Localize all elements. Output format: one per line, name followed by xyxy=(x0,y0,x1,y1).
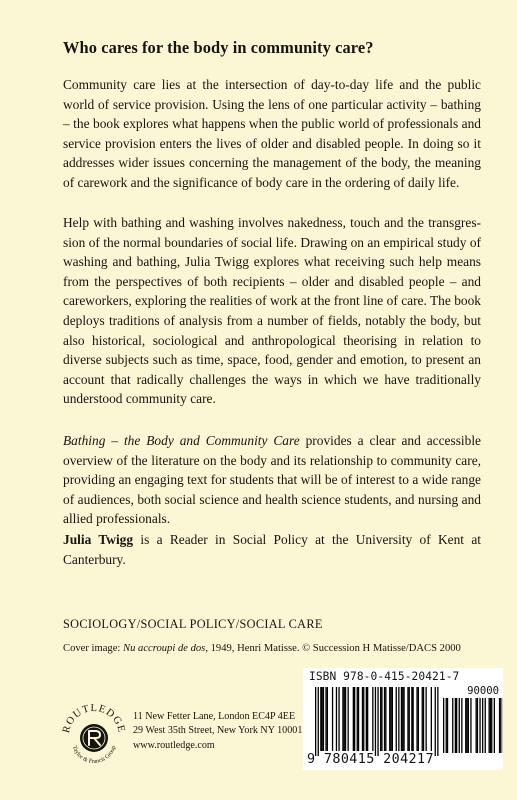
barcode-bar xyxy=(416,687,417,751)
barcode-bar xyxy=(380,687,381,751)
addon-bar xyxy=(470,698,471,753)
barcode-bar xyxy=(366,687,367,751)
barcode-bar xyxy=(367,687,368,751)
barcode-bar xyxy=(358,687,359,751)
barcode-bar xyxy=(342,687,343,751)
barcode-bar xyxy=(396,687,397,751)
barcode-bar xyxy=(385,687,386,751)
barcode-bar xyxy=(407,687,408,751)
barcode-bar xyxy=(348,687,349,751)
addon-bar xyxy=(466,698,467,753)
addon-bar xyxy=(491,698,492,753)
price-addon-digits: 90000 xyxy=(467,685,499,697)
isbn-barcode xyxy=(303,668,503,770)
cover-heading: Who cares for the body in community care? xyxy=(63,38,374,57)
barcode-bar xyxy=(401,687,402,751)
barcode-bar xyxy=(322,687,323,751)
barcode-bar xyxy=(418,687,419,751)
barcode-bar xyxy=(390,687,391,751)
barcode-bar xyxy=(389,687,390,751)
barcode-bar xyxy=(320,687,321,751)
logo-subtext: Taylor & Francis Group xyxy=(70,745,118,766)
addon-bar xyxy=(452,698,453,753)
address-line-new-york: 29 West 35th Street, New York NY 10001 xyxy=(133,725,303,737)
barcode-bar xyxy=(318,687,319,756)
book-title: Bathing – the Body and Community Care xyxy=(63,433,300,448)
author-bio-text: is a Reader in Social Policy at the University of Kent at Canterbury. xyxy=(63,532,481,567)
barcode-bar xyxy=(353,687,354,751)
cover-image-credit xyxy=(63,643,493,654)
barcode-bar xyxy=(435,687,436,756)
description-paragraph-3 xyxy=(63,431,481,529)
addon-bar xyxy=(443,698,444,753)
barcode-bar xyxy=(377,687,378,756)
barcode-bar xyxy=(332,687,333,751)
addon-bar xyxy=(482,698,483,753)
barcode-bar xyxy=(398,687,399,751)
barcode-bar xyxy=(403,687,404,751)
routledge-logo-icon xyxy=(58,683,130,775)
author-bio xyxy=(63,530,481,569)
barcode-bar xyxy=(372,687,373,751)
addon-bar xyxy=(476,698,477,753)
addon-bar xyxy=(494,698,495,753)
barcode-bar xyxy=(323,687,324,751)
barcode-bar xyxy=(384,687,385,751)
barcode-bar xyxy=(411,687,412,751)
barcode-bar xyxy=(344,687,345,751)
addon-bar xyxy=(468,698,469,753)
barcode-bar xyxy=(431,687,432,751)
publisher-website: www.routledge.com xyxy=(133,739,215,751)
addon-bar xyxy=(447,698,448,753)
barcode-bar xyxy=(381,687,382,751)
ean-number: 9 780415 204217 xyxy=(307,752,434,767)
barcode-bar xyxy=(325,687,326,751)
logo-wordmark: ROUTLEDGE xyxy=(61,702,127,735)
barcode-bar xyxy=(422,687,423,751)
address-line-london: 11 New Fetter Lane, London EC4P 4EE xyxy=(133,711,296,722)
author-name: Julia Twigg xyxy=(63,532,134,547)
barcode-bar xyxy=(423,687,424,751)
description-paragraph-2: Help with bathing and washing involves nakedness, touch and the transgres-sion of the normal boundaries of social life. Drawing on an empirical study of washing and bathing, Julia Twigg explores what receiving such help means from the perspectives of both recipients – older and disabled people – and careworkers, exploring the realities of work at the front line of care. The book deploys traditions of analysis from a number of fields, notably the body, but also historical, sociological and anthropological theorising in relation to diverse subjects such as time, space, food, gender and emotion, to present an account that radically challenges the ways in which we have traditionally understood community care. xyxy=(63,215,481,407)
addon-bar xyxy=(455,698,456,753)
artwork-title: Nu accroupi de dos xyxy=(123,643,206,654)
isbn-number: ISBN 978-0-415-20421-7 xyxy=(309,670,460,683)
description-paragraph-1: Community care lies at the intersection of day-to-day life and the public world of service provision. Using the lens of one particular activity – bathing – the book explores what happens when the public world of professionals and service provision enters the lives of older and disabled people. In doing so it addresses wider issues concerning the management of the body, the meaning of carework and the significance of body care in the ordering of daily life. xyxy=(63,77,481,190)
barcode-bar xyxy=(327,687,328,751)
barcode-bar xyxy=(402,687,403,751)
barcode-bar xyxy=(375,687,376,756)
addon-bar xyxy=(461,698,462,753)
barcode-bar xyxy=(437,687,438,756)
addon-bar xyxy=(479,698,480,753)
barcode-bar xyxy=(363,687,364,751)
barcode-bar xyxy=(345,687,346,751)
barcode-bar xyxy=(338,687,339,751)
barcode-bar xyxy=(409,687,410,751)
barcode-bar xyxy=(392,687,393,751)
barcode-bar xyxy=(362,687,363,751)
addon-bar xyxy=(485,698,486,753)
cover-credit-suffix: , 1949, Henri Matisse. © Succession H Matisse/DACS 2000 xyxy=(205,643,461,654)
addon-bar xyxy=(489,698,490,753)
addon-bar xyxy=(459,698,460,753)
addon-bar xyxy=(465,698,466,753)
addon-bar xyxy=(499,698,500,753)
barcode-bar xyxy=(336,687,337,751)
subject-category: SOCIOLOGY/SOCIAL POLICY/SOCIAL CARE xyxy=(63,617,323,631)
addon-bar xyxy=(500,698,501,753)
barcode-bar xyxy=(354,687,355,751)
addon-bar xyxy=(490,698,491,753)
addon-bar xyxy=(477,698,478,753)
barcode-bar xyxy=(357,687,358,751)
addon-bar xyxy=(456,698,457,753)
cover-credit-prefix: Cover image: xyxy=(63,643,124,654)
barcode-bar xyxy=(315,687,316,756)
paragraph-3-text: provides a clear and accessible overview of the literature on the body and its relationship to community care, providing an engaging text for students that will be of interest to a wide range of audiences, both social science and health science students, and nursing and allied professionals. xyxy=(63,433,481,527)
barcode-bar xyxy=(413,687,414,751)
publisher-address xyxy=(133,710,302,753)
barcode-bar xyxy=(426,687,427,751)
addon-bar xyxy=(446,698,447,753)
